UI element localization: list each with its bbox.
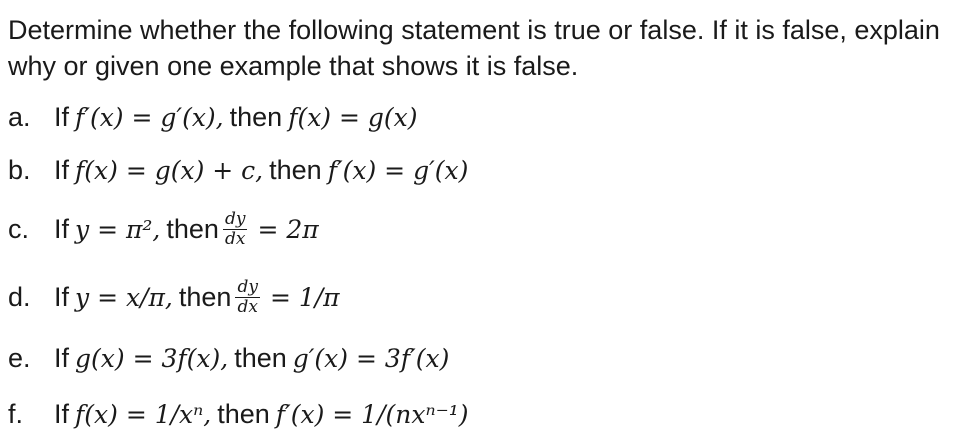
item-letter: e. — [8, 342, 31, 373]
if-word: If — [54, 342, 70, 373]
conclusion-expression: = 1/π — [269, 282, 340, 312]
then-word: then — [178, 281, 232, 312]
fraction-denominator: dx — [237, 296, 258, 317]
then-word: then — [166, 213, 219, 244]
item-letter: d. — [8, 281, 31, 312]
item-letter: b. — [8, 154, 31, 185]
then-word: then — [234, 342, 287, 373]
statement-d — [8, 273, 346, 321]
if-word: If — [54, 101, 70, 132]
if-word: If — [54, 213, 70, 244]
item-letter: f. — [8, 398, 24, 429]
statement-f — [8, 390, 475, 438]
problem-instructions: Determine whether the following statement is true or false. If it is false, explain why or given one example that shows it is false. — [8, 15, 940, 81]
statement-c — [8, 205, 325, 253]
derivative-fraction — [223, 210, 248, 249]
conclusion-expression: = 2π — [257, 214, 319, 244]
if-word: If — [54, 281, 70, 312]
fraction-denominator: dx — [224, 228, 246, 249]
statement-b — [8, 146, 474, 194]
premise-expression: y = x/π, — [75, 282, 173, 312]
premise-expression: g(x) = 3f(x), — [75, 343, 229, 373]
then-word: then — [217, 398, 270, 429]
premise-expression: f(x) = g(x) + c, — [75, 155, 264, 185]
fraction-numerator: dy — [237, 276, 258, 297]
conclusion-expression: f(x) = g(x) — [288, 102, 418, 132]
if-word: If — [54, 398, 70, 429]
statement-e — [8, 334, 455, 382]
fraction-numerator: dy — [224, 208, 246, 229]
statement-a — [8, 93, 424, 141]
conclusion-expression: g′(x) = 3f′(x) — [292, 343, 450, 373]
then-word: then — [269, 154, 322, 185]
premise-expression: f(x) = 1/xⁿ, — [75, 399, 212, 429]
premise-expression: y = π², — [75, 214, 161, 244]
then-word: then — [229, 101, 283, 132]
derivative-fraction — [235, 278, 260, 317]
conclusion-expression: f′(x) = g′(x) — [327, 155, 469, 185]
premise-expression: f′(x) = g′(x), — [75, 102, 224, 132]
item-letter: c. — [8, 213, 30, 244]
item-letter: a. — [8, 101, 31, 132]
if-word: If — [54, 154, 70, 185]
conclusion-expression: f′(x) = 1/(nxⁿ⁻¹) — [275, 399, 469, 429]
